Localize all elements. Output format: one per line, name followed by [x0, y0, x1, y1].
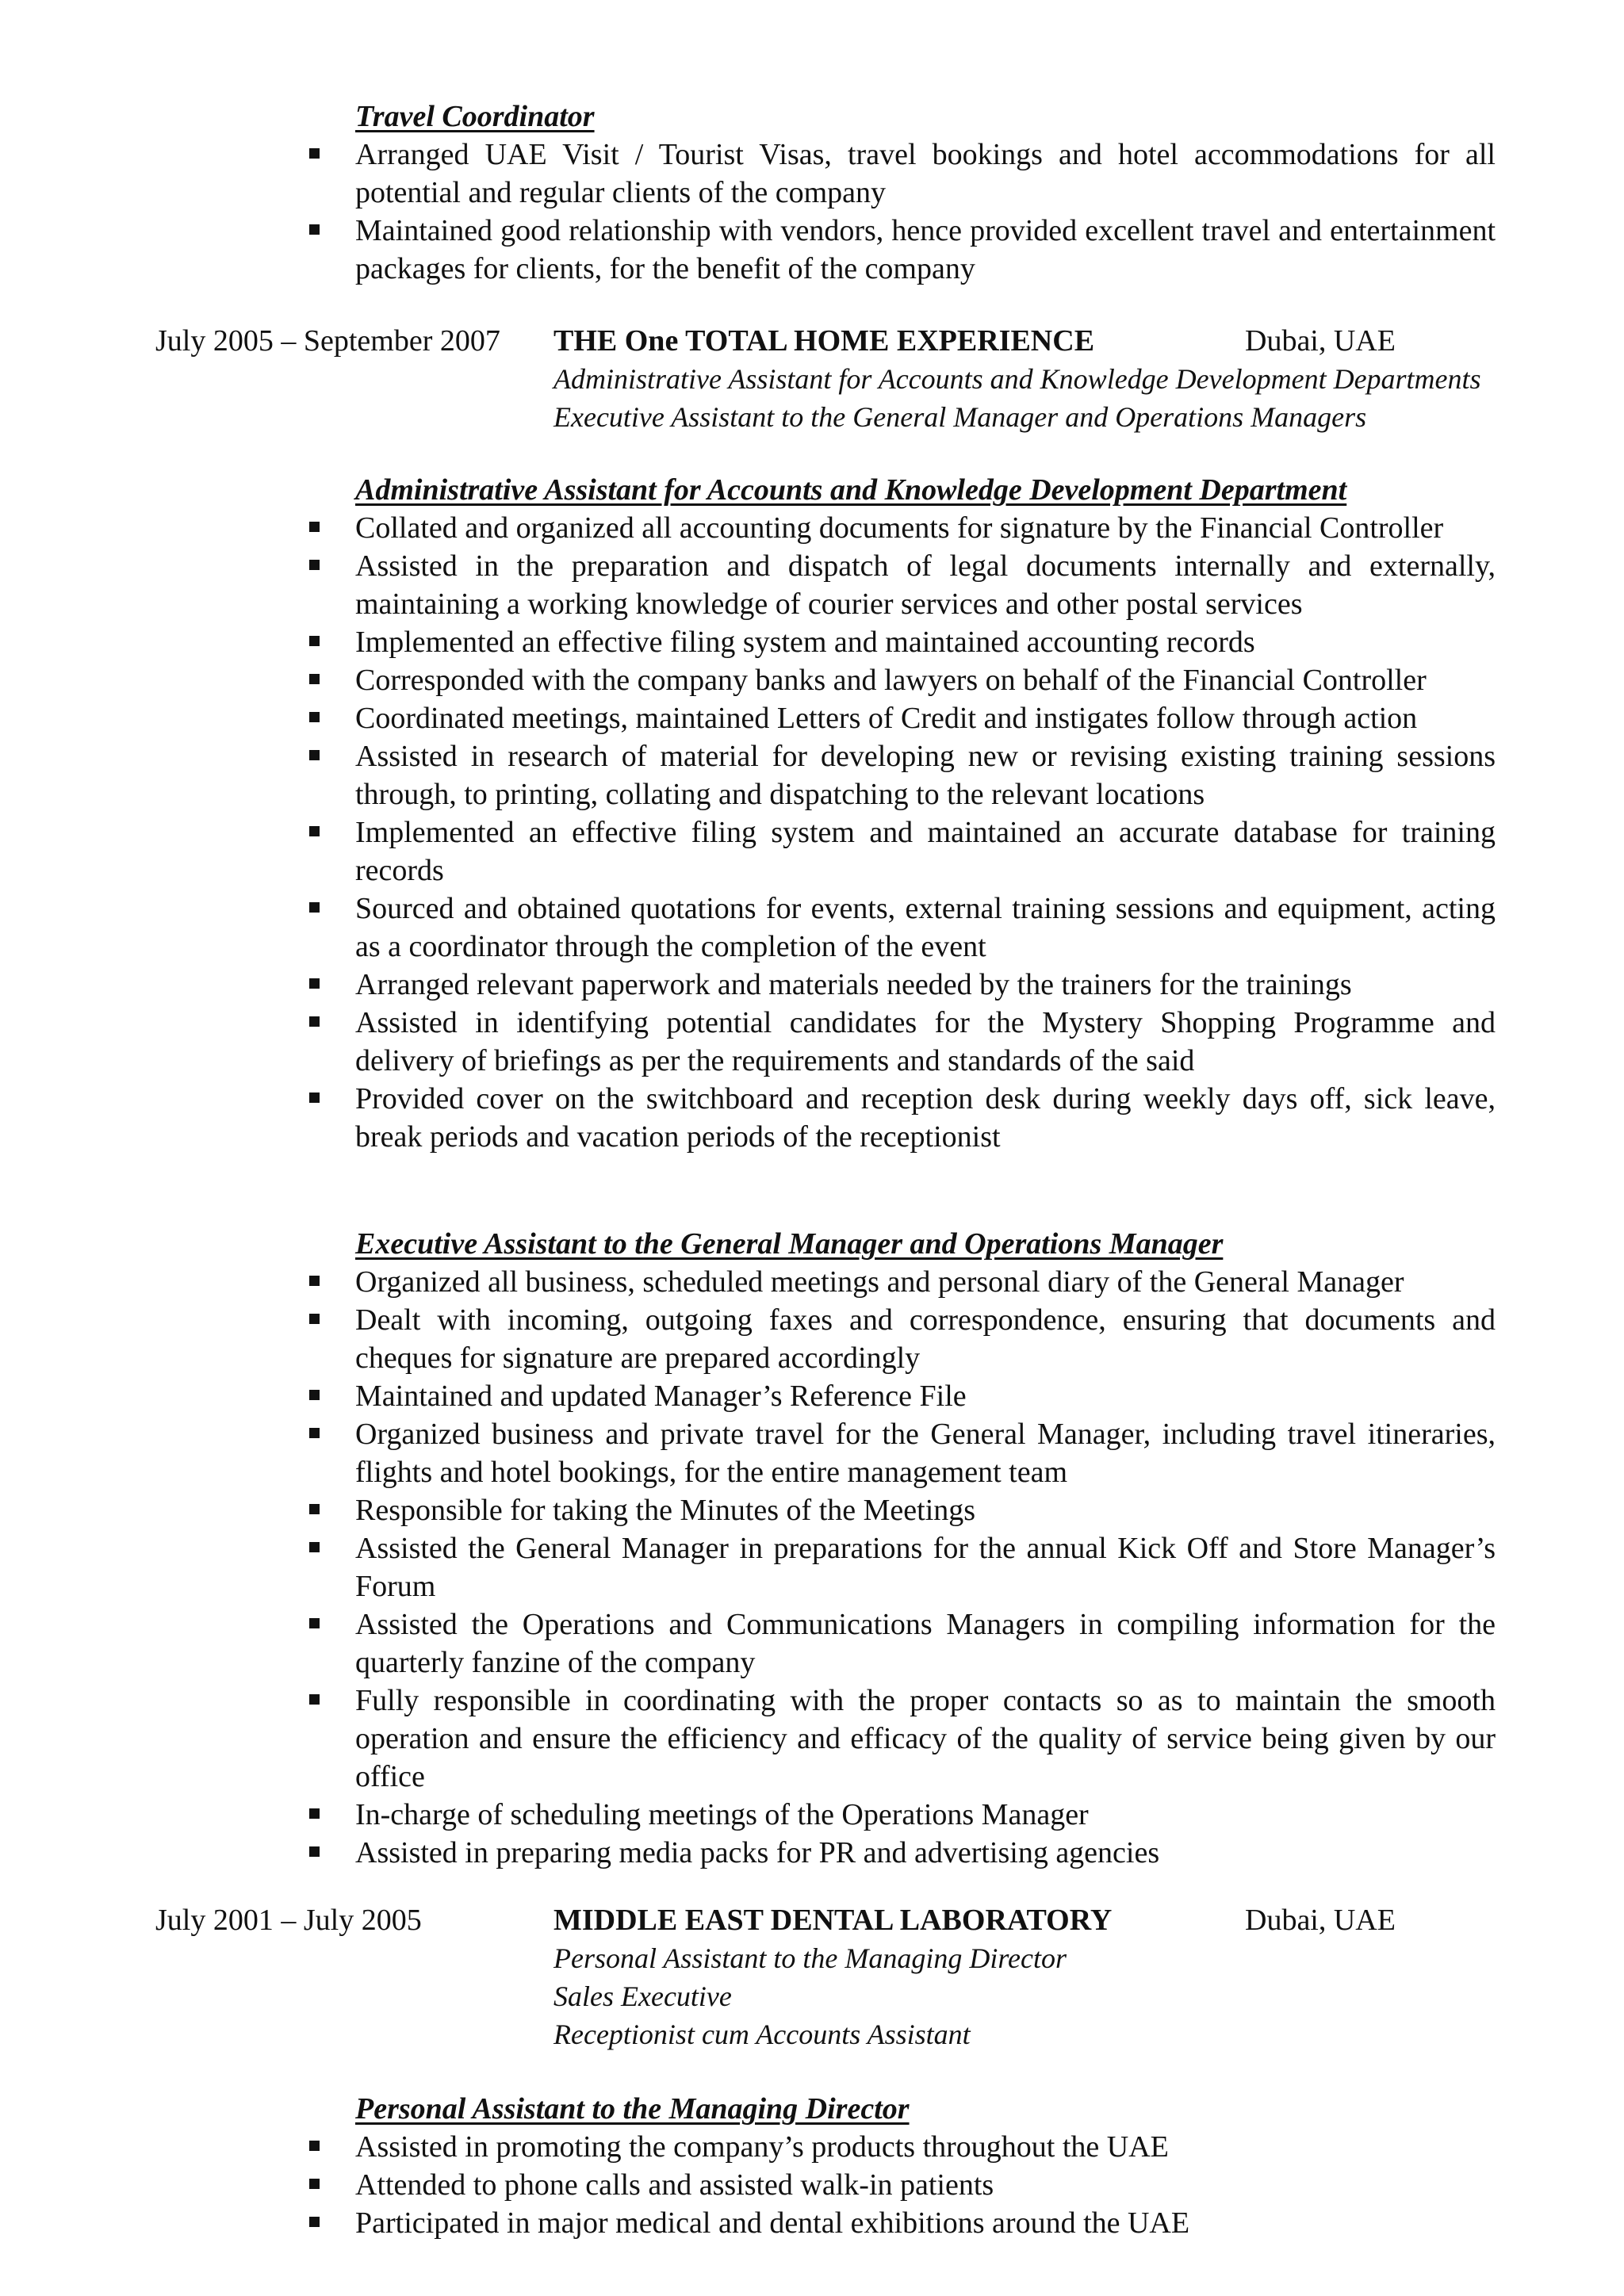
job1-dates: July 2005 – September 2007	[155, 324, 500, 358]
list-item: Arranged UAE Visit / Tourist Visas, travel bookings and hotel accommodations for all potential and regular clients of the company	[304, 136, 1496, 212]
list-item: Arranged relevant paperwork and materials needed by the trainers for the trainings	[304, 966, 1496, 1004]
job2-company: MIDDLE EAST DENTAL LABORATORY	[553, 1904, 1113, 1937]
bullet-square-icon	[309, 1618, 320, 1628]
list-item: Participated in major medical and dental exhibitions around the UAE	[304, 2204, 1496, 2242]
bullet-square-icon	[309, 1542, 320, 1552]
bullet-square-icon	[309, 1093, 320, 1103]
list-item: Maintained and updated Manager’s Reference File	[304, 1377, 1496, 1415]
admin-bullet-list	[304, 509, 1496, 1156]
job2-role-1: Personal Assistant to the Managing Director	[553, 1942, 1067, 1974]
list-item: Provided cover on the switchboard and reception desk during weekly days off, sick leave, break periods and vacation periods of the receptionist	[304, 1080, 1496, 1156]
list-item: Maintained good relationship with vendors, hence provided excellent travel and entertainment packages for clients, for the benefit of the company	[304, 212, 1496, 288]
bullet-square-icon	[309, 636, 320, 646]
bullet-square-icon	[309, 1808, 320, 1819]
job2-location: Dubai, UAE	[1245, 1904, 1396, 1937]
bullet-square-icon	[309, 712, 320, 722]
job2-role-3: Receptionist cum Accounts Assistant	[553, 2019, 971, 2050]
bullet-square-icon	[309, 522, 320, 532]
list-item: Collated and organized all accounting documents for signature by the Financial Controller	[304, 509, 1496, 547]
list-item: Assisted the General Manager in preparations for the annual Kick Off and Store Manager’s Forum	[304, 1529, 1496, 1605]
job1-location: Dubai, UAE	[1245, 324, 1396, 358]
list-item: Assisted in identifying potential candidates for the Mystery Shopping Programme and delivery of briefings as per the requirements and standards of the said	[304, 1004, 1496, 1080]
bullet-square-icon	[309, 1016, 320, 1027]
list-item: Assisted the Operations and Communications Managers in compiling information for the quarterly fanzine of the company	[304, 1605, 1496, 1682]
exec-bullet-list	[304, 1263, 1496, 1872]
list-item: In-charge of scheduling meetings of the Operations Manager	[304, 1796, 1496, 1834]
bullet-square-icon	[309, 560, 320, 570]
job2-dates: July 2001 – July 2005	[155, 1904, 422, 1937]
list-item: Coordinated meetings, maintained Letters of Credit and instigates follow through action	[304, 699, 1496, 737]
bullet-square-icon	[309, 1314, 320, 1324]
job1-role-2: Executive Assistant to the General Manager and Operations Managers	[553, 401, 1367, 433]
job1-company: THE One TOTAL HOME EXPERIENCE	[553, 324, 1095, 358]
admin-heading: Administrative Assistant for Accounts and Knowledge Development Department	[355, 473, 1347, 507]
bullet-square-icon	[309, 902, 320, 913]
list-item: Assisted in preparing media packs for PR and advertising agencies	[304, 1834, 1496, 1872]
bullet-square-icon	[309, 1694, 320, 1705]
bullet-square-icon	[309, 826, 320, 836]
list-item: Implemented an effective filing system and maintained an accurate database for training records	[304, 813, 1496, 890]
list-item: Assisted in research of material for developing new or revising existing training sessions through, to printing, collating and dispatching to the relevant locations	[304, 737, 1496, 813]
list-item: Organized business and private travel for the General Manager, including travel itineraries, flights and hotel bookings, for the entire management team	[304, 1415, 1496, 1491]
list-item: Assisted in promoting the company’s products throughout the UAE	[304, 2128, 1496, 2166]
exec-heading: Executive Assistant to the General Manager and Operations Manager	[355, 1227, 1224, 1261]
pa-bullet-list	[304, 2128, 1496, 2242]
list-item: Organized all business, scheduled meetings and personal diary of the General Manager	[304, 1263, 1496, 1301]
bullet-square-icon	[309, 978, 320, 989]
job2-role-2: Sales Executive	[553, 1980, 732, 2012]
travel-heading: Travel Coordinator	[355, 100, 595, 133]
list-item: Responsible for taking the Minutes of the Meetings	[304, 1491, 1496, 1529]
list-item: Assisted in the preparation and dispatch of legal documents internally and externally, maintaining a working knowledge of courier services and other postal services	[304, 547, 1496, 623]
bullet-square-icon	[309, 1428, 320, 1438]
travel-bullet-list	[304, 136, 1496, 288]
bullet-square-icon	[309, 674, 320, 684]
list-item: Dealt with incoming, outgoing faxes and correspondence, ensuring that documents and cheques for signature are prepared accordingly	[304, 1301, 1496, 1377]
pa-heading: Personal Assistant to the Managing Director	[355, 2092, 910, 2126]
list-item: Sourced and obtained quotations for events, external training sessions and equipment, acting as a coordinator through the completion of the event	[304, 890, 1496, 966]
bullet-square-icon	[309, 1276, 320, 1286]
bullet-square-icon	[309, 2217, 320, 2227]
bullet-square-icon	[309, 2141, 320, 2151]
list-item: Fully responsible in coordinating with the proper contacts so as to maintain the smooth operation and ensure the efficiency and efficacy of the quality of service being given by our office	[304, 1682, 1496, 1796]
bullet-square-icon	[309, 1846, 320, 1857]
bullet-square-icon	[309, 1504, 320, 1514]
bullet-square-icon	[309, 750, 320, 760]
bullet-square-icon	[309, 148, 320, 159]
list-item: Implemented an effective filing system and maintained accounting records	[304, 623, 1496, 661]
bullet-square-icon	[309, 2179, 320, 2189]
bullet-square-icon	[309, 1390, 320, 1400]
job1-role-1: Administrative Assistant for Accounts and Knowledge Development Departments	[553, 363, 1481, 395]
list-item: Corresponded with the company banks and lawyers on behalf of the Financial Controller	[304, 661, 1496, 699]
list-item: Attended to phone calls and assisted walk-in patients	[304, 2166, 1496, 2204]
bullet-square-icon	[309, 224, 320, 235]
